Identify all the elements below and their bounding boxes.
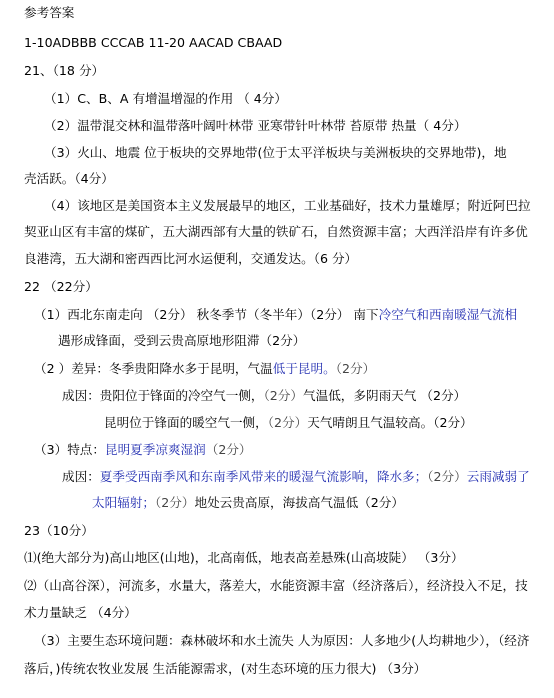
answer-line <box>24 549 464 567</box>
answer-text: 遇形成锋面，受到云贵高原地形阻滞（2分） <box>58 333 306 348</box>
answer-line <box>92 494 404 512</box>
answer-text: （1）西北东南走向 （2分） 秋冬季节（冬半年）（2分） 南下 <box>34 307 379 322</box>
answer-line <box>44 144 507 162</box>
answer-text: （2）温带混交林和温带落叶阔叶林带 亚寒带针叶林带 苔原带 热量（ 4分） <box>44 118 467 133</box>
answer-line <box>62 468 530 486</box>
answer-text: 22 （22分） <box>24 279 98 294</box>
answer-text: 契亚山区有丰富的煤矿，五大湖西部有大量的铁矿石，自然资源丰富；大西洋沿岸有许多优 <box>24 224 528 239</box>
answer-text: （2 ）差异：冬季贵阳降水多于昆明，气温 <box>34 361 273 376</box>
answer-line <box>44 197 531 215</box>
answer-text: （2分） <box>427 469 467 484</box>
answer-line <box>34 632 530 650</box>
answer-line <box>24 577 528 595</box>
answer-text: （2分） <box>335 361 376 376</box>
answer-text: 昆明位于锋面的暖空气一侧， <box>104 415 268 430</box>
answer-line <box>24 62 104 80</box>
answer-text: 冷空气和西南暖湿气流相 <box>378 307 518 322</box>
answer-text: （2分） <box>267 415 308 430</box>
answer-text: 参考答案 <box>24 5 75 20</box>
answer-text: 成因： <box>62 469 100 484</box>
answer-line <box>44 90 287 108</box>
answer-text: （1）C、B、A 有增温增湿的作用 （ 4分） <box>44 91 287 106</box>
answer-text: 气温低，多阴雨天气 （2分） <box>303 388 467 403</box>
answer-text: 1-10ADBBB CCCAB 11-20 AACAD CBAAD <box>24 35 283 50</box>
answer-text: 术力量缺乏 （4分） <box>24 605 137 620</box>
answer-line <box>58 332 305 350</box>
answer-text: ⑵（山高谷深），河流多，水量大，落差大，水能资源丰富（经济落后），经济投入不足，技 <box>24 578 528 593</box>
answer-text: （2分） <box>154 495 195 510</box>
answer-text: （3）火山、地震 位于板块的交界地带(位于太平洋板块与美洲板块的交界地带)，地 <box>44 145 507 160</box>
answer-line <box>24 34 282 52</box>
answer-text: 云雨减弱了 <box>466 469 530 484</box>
answer-text: 壳活跃。（4分） <box>24 171 114 186</box>
answer-text: 落后，)传统农牧业发展 生活能源需求，(对生态环境的压力很大) （3分） <box>24 661 427 676</box>
answer-text: 天气晴朗且气温较高。（2分） <box>307 415 473 430</box>
answer-line <box>24 250 357 268</box>
answer-text: 太阳辐射； <box>92 495 155 510</box>
answer-line <box>44 117 466 135</box>
answer-line <box>34 441 252 459</box>
answer-line <box>24 278 98 296</box>
answer-text: （3）主要生态环境问题：森林破坏和水土流失 人为原因：人多地少(人均耕地少），（经济 <box>34 633 530 648</box>
answer-line <box>24 223 528 241</box>
answer-text: 低于昆明。 <box>272 361 336 376</box>
answer-text: ⑴(绝大部分为)高山地区(山地)，北高南低，地表高差悬殊(山高坡陡） （3分） <box>24 550 464 565</box>
answer-text: 良港湾，五大湖和密西西比河水运便利，交通发达。（6 分） <box>24 251 358 266</box>
answer-text: （2分） <box>263 388 303 403</box>
answer-text: （2分） <box>205 442 252 457</box>
answer-text: 夏季受西南季风和东南季风带来的暖湿气流影响，降水多； <box>99 469 428 484</box>
answer-line <box>24 4 74 22</box>
answer-line <box>34 306 517 324</box>
answer-line <box>24 604 137 622</box>
answer-text: 地处云贵高原，海拔高气温低（2分） <box>194 495 404 510</box>
answer-line <box>34 360 375 378</box>
answer-line <box>62 387 466 405</box>
answer-line <box>24 170 114 188</box>
answer-text: 23（10分） <box>24 523 94 538</box>
answer-line <box>24 660 426 678</box>
answer-text: 成因：贵阳位于锋面的冷空气一侧， <box>62 388 264 403</box>
answer-text: （3）特点： <box>34 442 105 457</box>
answer-text: 21、（18 分） <box>24 63 105 78</box>
answer-line <box>24 522 94 540</box>
answer-text: 昆明夏季凉爽湿润 <box>104 442 206 457</box>
answer-line <box>104 414 473 432</box>
answer-text: （4）该地区是美国资本主义发展最早的地区，工业基础好，技术力量雄厚；附近阿巴拉 <box>44 198 531 213</box>
